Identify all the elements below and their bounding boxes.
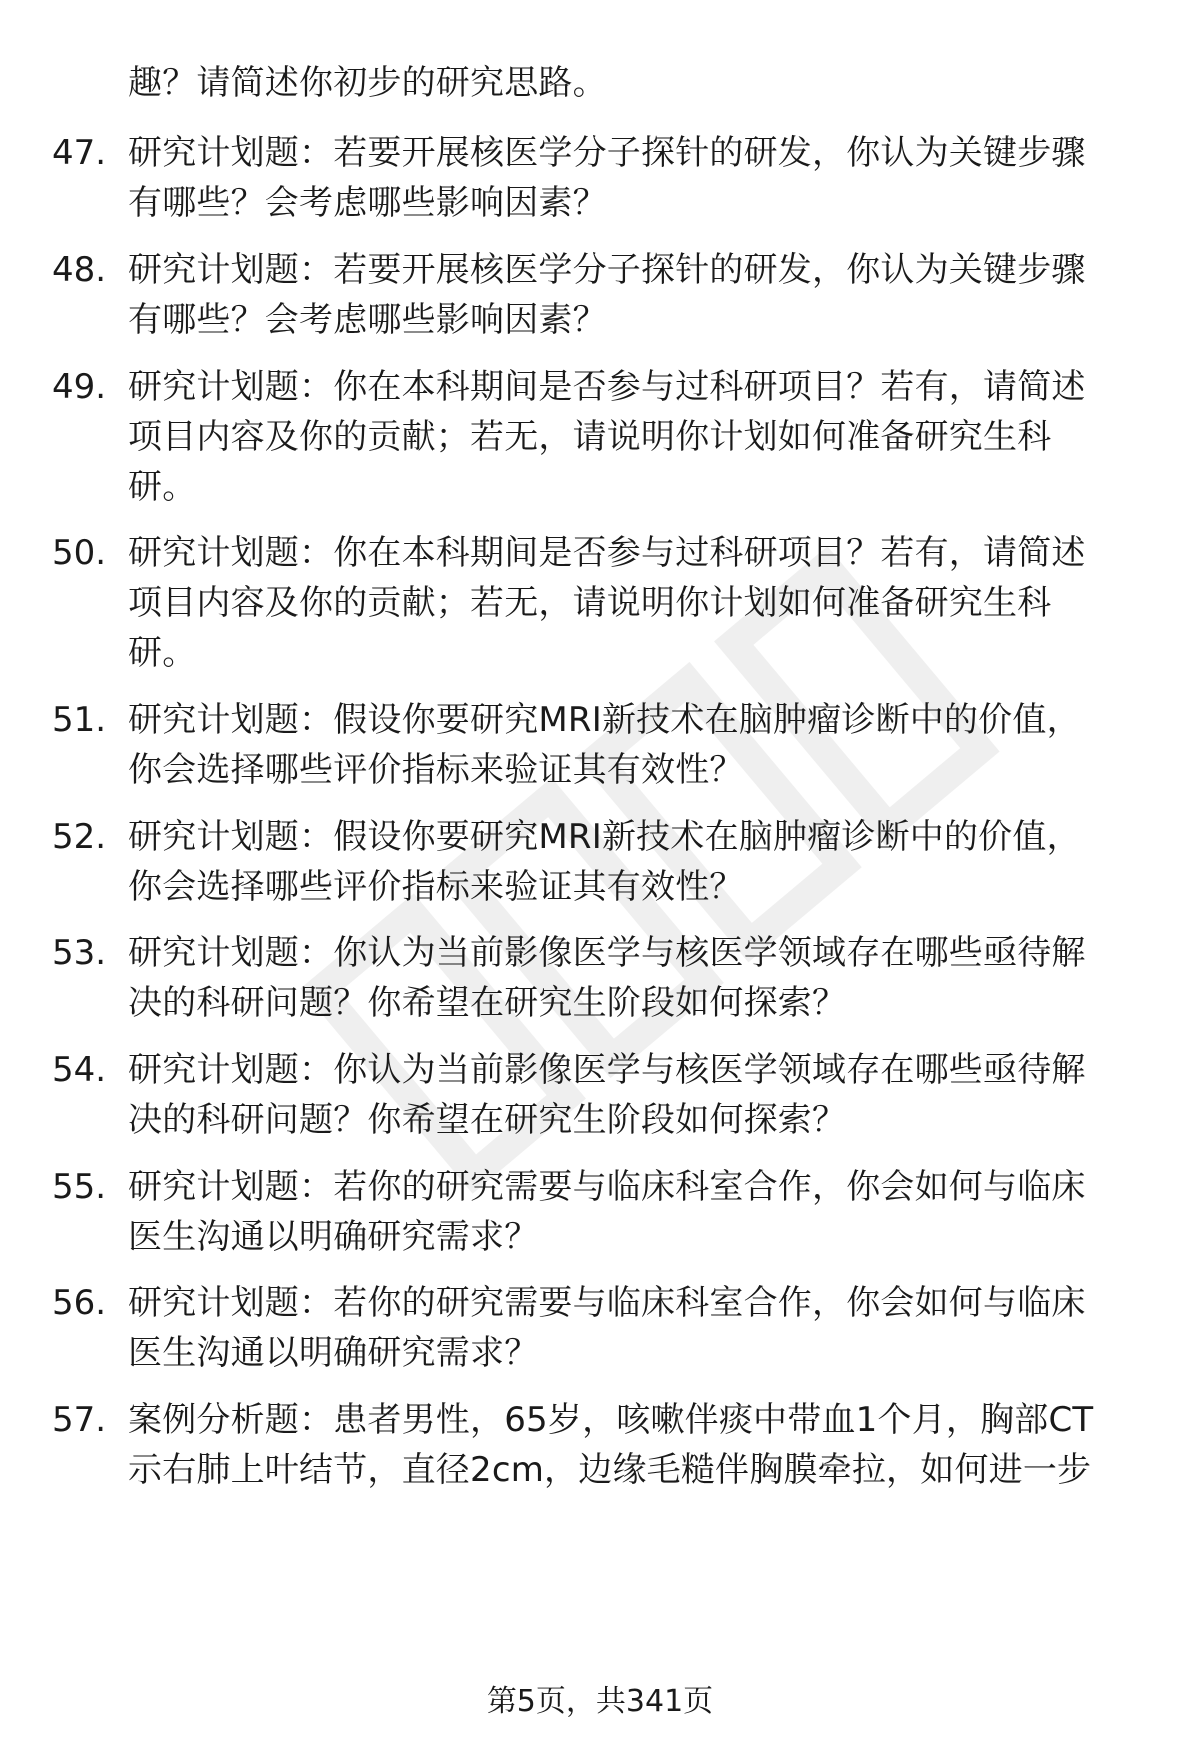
question-text-line: 你会选择哪些评价指标来验证其有效性？ [128, 750, 744, 790]
question-text-line: 研究计划题：假设你要研究MRI新技术在脑肿瘤诊断中的价值， [128, 700, 1081, 740]
question-text-line: 研究计划题：假设你要研究MRI新技术在脑肿瘤诊断中的价值， [128, 817, 1081, 857]
continuation-text: 趣？请简述你初步的研究思路。 [128, 63, 607, 103]
question-text-line: 研究计划题：你在本科期间是否参与过科研项目？若有，请简述 [128, 367, 1086, 407]
question-text-line: 研究计划题：你在本科期间是否参与过科研项目？若有，请简述 [128, 533, 1086, 573]
question-number: 49. [52, 367, 107, 407]
question-number: 51. [52, 700, 107, 740]
question-text-line: 决的科研问题？你希望在研究生阶段如何探索？ [128, 1100, 847, 1140]
question-number: 47. [52, 133, 107, 173]
page-footer: 第5页，共341页 [486, 1684, 714, 1719]
question-text-line: 研究计划题：你认为当前影像医学与核医学领域存在哪些亟待解 [128, 933, 1086, 973]
question-text-line: 研。 [128, 633, 197, 673]
question-text-line: 研究计划题：若要开展核医学分子探针的研发，你认为关键步骤 [128, 133, 1086, 173]
question-number: 53. [52, 933, 107, 973]
question-number: 50. [52, 533, 107, 573]
question-text-line: 案例分析题：患者男性，65岁，咳嗽伴痰中带血1个月，胸部CT [128, 1400, 1094, 1440]
question-text-line: 医生沟通以明确研究需求？ [128, 1217, 539, 1257]
question-number: 48. [52, 250, 107, 290]
question-text-line: 项目内容及你的贡献；若无，请说明你计划如何准备研究生科 [128, 417, 1052, 457]
question-text-line: 示右肺上叶结节，直径2cm，边缘毛糙伴胸膜牵拉，如何进一步 [128, 1450, 1092, 1490]
question-text-line: 有哪些？会考虑哪些影响因素？ [128, 183, 607, 223]
question-text-line: 研究计划题：你认为当前影像医学与核医学领域存在哪些亟待解 [128, 1050, 1086, 1090]
question-text-line: 研。 [128, 467, 197, 507]
question-text-line: 决的科研问题？你希望在研究生阶段如何探索？ [128, 983, 847, 1023]
question-number: 55. [52, 1167, 107, 1207]
question-number: 54. [52, 1050, 107, 1090]
question-text-line: 研究计划题：若你的研究需要与临床科室合作，你会如何与临床 [128, 1283, 1086, 1323]
question-number: 57. [52, 1400, 107, 1440]
question-number: 52. [52, 817, 107, 857]
question-text-line: 研究计划题：若你的研究需要与临床科室合作，你会如何与临床 [128, 1167, 1086, 1207]
question-number: 56. [52, 1283, 107, 1323]
question-text-line: 研究计划题：若要开展核医学分子探针的研发，你认为关键步骤 [128, 250, 1086, 290]
question-text-line: 项目内容及你的贡献；若无，请说明你计划如何准备研究生科 [128, 583, 1052, 623]
question-text-line: 你会选择哪些评价指标来验证其有效性？ [128, 867, 744, 907]
question-text-line: 医生沟通以明确研究需求？ [128, 1333, 539, 1373]
question-text-line: 有哪些？会考虑哪些影响因素？ [128, 300, 607, 340]
